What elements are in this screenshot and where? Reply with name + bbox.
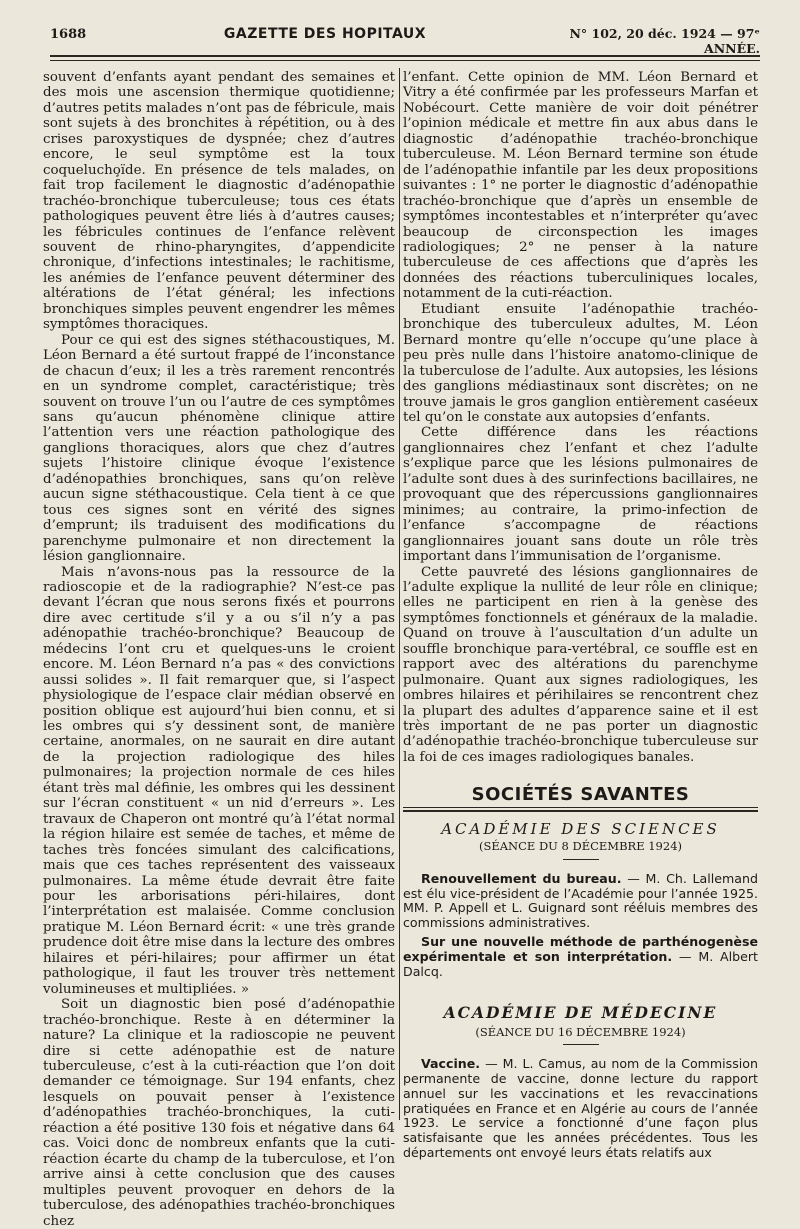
news-item (403, 872, 758, 931)
section-title: SOCIÉTÉS SAVANTES (471, 784, 690, 806)
paragraph: l’enfant. Cette opinion de MM. Léon Bernard et Vitry a été confirmée par les professeurs Marfan et Nobécourt. Cette manière de voir doit pénétrer l’opinion médicale et mettre fin aux abus dans le diagnostic d’adénopathie trachéo-bronchique tuberculeuse. M. Léon Bernard termine son étude de l’adénopathie infantile par les deux propositions suivantes : 1° ne porter le diagnostic d’adénopathie trachéo-bronchique que d’après un ensemble de symptômes incontestables et n’interpréter qu’avec beaucoup de circonspection les images radiologiques; 2° ne penser à la nature tuberculeuse de ces affections que d’après les données des réactions tuberculiniques locales, notamment de la cuti-réaction. (403, 70, 758, 302)
page-number: 1688 (50, 27, 87, 42)
paragraph: Cette différence dans les réactions ganglionnaires chez l’enfant et chez l’adulte s’explique parce que les lésions pulmonaires de l’adulte sont dues à des surinfections bacillaires, ne provoquant que des répercussions ganglionnaires minimes; au contraire, la primo-infection de l’enfance s’accompagne de réactions ganglionnaires jouant sans doute un rôle très important dans l’immunisation de l’organisme. (403, 425, 758, 565)
academie-medecine-items (403, 1057, 758, 1161)
header-rule-thin (50, 60, 760, 61)
news-text: — M. Ch. Lallemand est élu vice-président de l’Académie pour l’année 1925. MM. P. Appell et L. Guignard sont rééluis membres des commissions administratives. (403, 870, 758, 931)
paragraph: Etudiant ensuite l’adénopathie trachéo-bronchique des tuberculeux adultes, M. Léon Bernard montre qu’elle n’occupe qu’une place à peu près nulle dans l’histoire anatomo-clinique de la tuberculose de l’adulte. Aux autopsies, les lésions des ganglions médiastinaux sont discrètes; on ne trouve jamais le gros ganglion entièrement caséeux tel qu’on le constate aux autopsies d’enfants. (403, 301, 758, 425)
seance-date: (SÉANCE DU 8 DÉCEMBRE 1924) (478, 839, 682, 854)
news-text: — M. L. Camus, au nom de la Commission permanente de vaccine, donne lecture du rapport annuel sur les vaccinations et les revaccinations pratiquées en France et en Algérie au cours de l’année 1923. Le service a fonctionné d’une façon plus satisfaisante que les années précédentes. Tous les départements ont envoyé leurs états relatifs aux (403, 1056, 758, 1161)
paragraph: Cette pauvreté des lésions ganglionnaires de l’adulte explique la nullité de leur rôle en clinique; elles ne participent en rien à la genèse des symptômes fonctionnels et généraux de la maladie. Quand on trouve à l’auscultation d’un adulte un souffle bronchique para-vertébral, ce souffle est en rapport avec des altérations du parenchyme pulmonaire. Quant aux signes radiologiques, les ombres hilaires et périhilaires se rencontrent chez la plupart des adultes d’apparence saine et il est très important de ne pas porter un diagnostic d’adénopathie trachéo-bronchique tuberculeuse sur la foi de ces images radiologiques banales. (403, 564, 758, 765)
short-rule (563, 1044, 599, 1045)
paragraph: Mais n’avons-nous pas la ressource de la radioscopie et de la radiographie? N’est-ce pas devant l’écran que nous serons fixés et pourrons dire avec certitude s’il y a ou s’il n’y a pas adénopathie trachéo-bronchique? Beaucoup de médecins l’ont cru et quelques-uns le croient encore. M. Léon Bernard n’a pas « des convictions aussi solides ». Il fait remarquer que, si l’aspect physiologique de l’espace clair médian observé en position oblique est aujourd’hui bien connu, et si les ombres qui s’y dessinent sont, de manière certaine, anormales, on ne saurait en dire autant de la projection radiologique des hiles pulmonaires; la projection normale de ces hiles étant très mal définie, les ombres qui les dessinent sur l’écran constituent « un nid d’erreurs ». Les travaux de Chaperon ont montré qu’à l’état normal la région hilaire est semée de taches, et même de taches très foncées simulant des calcifications, mais que ces taches représentent des vaisseaux pulmonaires. La même étude devrait être faite pour les arborisations péri-hilaires, dont l’interprétation est malaisée. Comme conclusion pratique M. Léon Bernard écrit: « une très grande prudence doit être mise dans la lecture des ombres hilaires et péri-hilaires; pour affirmer un état pathologique, il faut les trouver très nettement volumineuses et multipliées. » (43, 564, 395, 997)
left-column (43, 70, 395, 1229)
page-header (50, 26, 760, 56)
section-rule-thick (403, 810, 758, 812)
header-rule-thick (50, 55, 760, 57)
paragraph: Soit un diagnostic bien posé d’adénopathie trachéo-bronchique. Reste à en déterminer la nature? La clinique et la radioscopie ne peuvent dire si cette adénopathie est de nature tuberculeuse, c’est à la cuti-réaction que l’on doit demander ce témoignage. Sur 194 enfants, chez lesquels on pouvait penser à l’existence d’adénopathies trachéo-bronchiques, la cuti-réaction a été positive 130 fois et négative dans 64 cas. Voici donc de nombreux enfants que la cuti-réaction écarte du champ de la tuberculose, et l’on arrive ainsi à cette conclusion que des causes multiples peuvent provoquer en dehors de la tuberculose, des adénopathies trachéo-bronchiques chez (43, 997, 395, 1229)
news-text: — M. Albert Dalcq. (403, 948, 758, 979)
news-heading: Sur une nouvelle méthode de parthénogenèse expérimentale et son interprétation. (403, 933, 758, 964)
seance-date: (SÉANCE DU 16 DÉCEMBRE 1924) (475, 1024, 686, 1039)
issue-info: N° 102, 20 déc. 1924 — 97ᵉ ANNÉE. (569, 26, 760, 56)
journal-title: GAZETTE DES HOPITAUX (223, 26, 427, 42)
academie-sciences-items (403, 872, 758, 980)
column-divider (399, 68, 400, 1120)
short-rule (563, 859, 599, 860)
academie-sciences-title: ACADÉMIE DES SCIENCES (441, 819, 720, 838)
paragraph: Pour ce qui est des signes stéthacoustiques, M. Léon Bernard a été surtout frappé de l’inconstance de chacun d’eux; il les a très rarement rencontrés en un syndrome complet, caractéristique; très souvent on trouve l’un ou l’autre de ces symptômes sans qu’aucun phénomène clinique attire l’attention vers une réaction pathologique des ganglions thoraciques, alors que chez d’autres sujets l’histoire clinique évoque l’existence d’adénopathies bronchiques, sans qu’on relève aucun signe stéthacoustique. Cela tient à ce que tous ces signes sont en vérité des signes d’emprunt; ils traduisent des modifications du parenchyme pulmonaire et non directement la lésion ganglionnaire. (43, 332, 395, 565)
news-item (403, 935, 758, 979)
academie-medecine-title: ACADÉMIE DE MÉDECINE (443, 1003, 718, 1023)
section-rule (403, 807, 758, 808)
right-column (403, 70, 758, 1165)
news-heading: Vaccine. (421, 1056, 481, 1072)
paragraph: souvent d’enfants ayant pendant des semaines et des mois une ascension thermique quotidienne; d’autres petits malades n’ont pas de fébricule, mais sont sujets à des bronchites à répétition, ou à des crises paroxystiques de dyspnée; chez d’autres encore, le seul symptôme est la toux coquelucho̧ïde. En présence de tels malades, on fait trop facilement le diagnostic d’adénopathie trachéo-bronchique tuberculeuse; tous ces états pathologiques peuvent être liés à d’autres causes; les fébricules continues de l’enfance relèvent souvent de rhino-pharyngites, d’appendicite chronique, d’infections intestinales; le rachitisme, les anémies de l’enfance peuvent déterminer des altérations de l’état général; les infections bronchiques simples peuvent engendrer les mêmes symptômes thoraciques. (43, 70, 395, 333)
news-heading: Renouvellement du bureau. (421, 870, 622, 886)
news-item (403, 1057, 758, 1161)
